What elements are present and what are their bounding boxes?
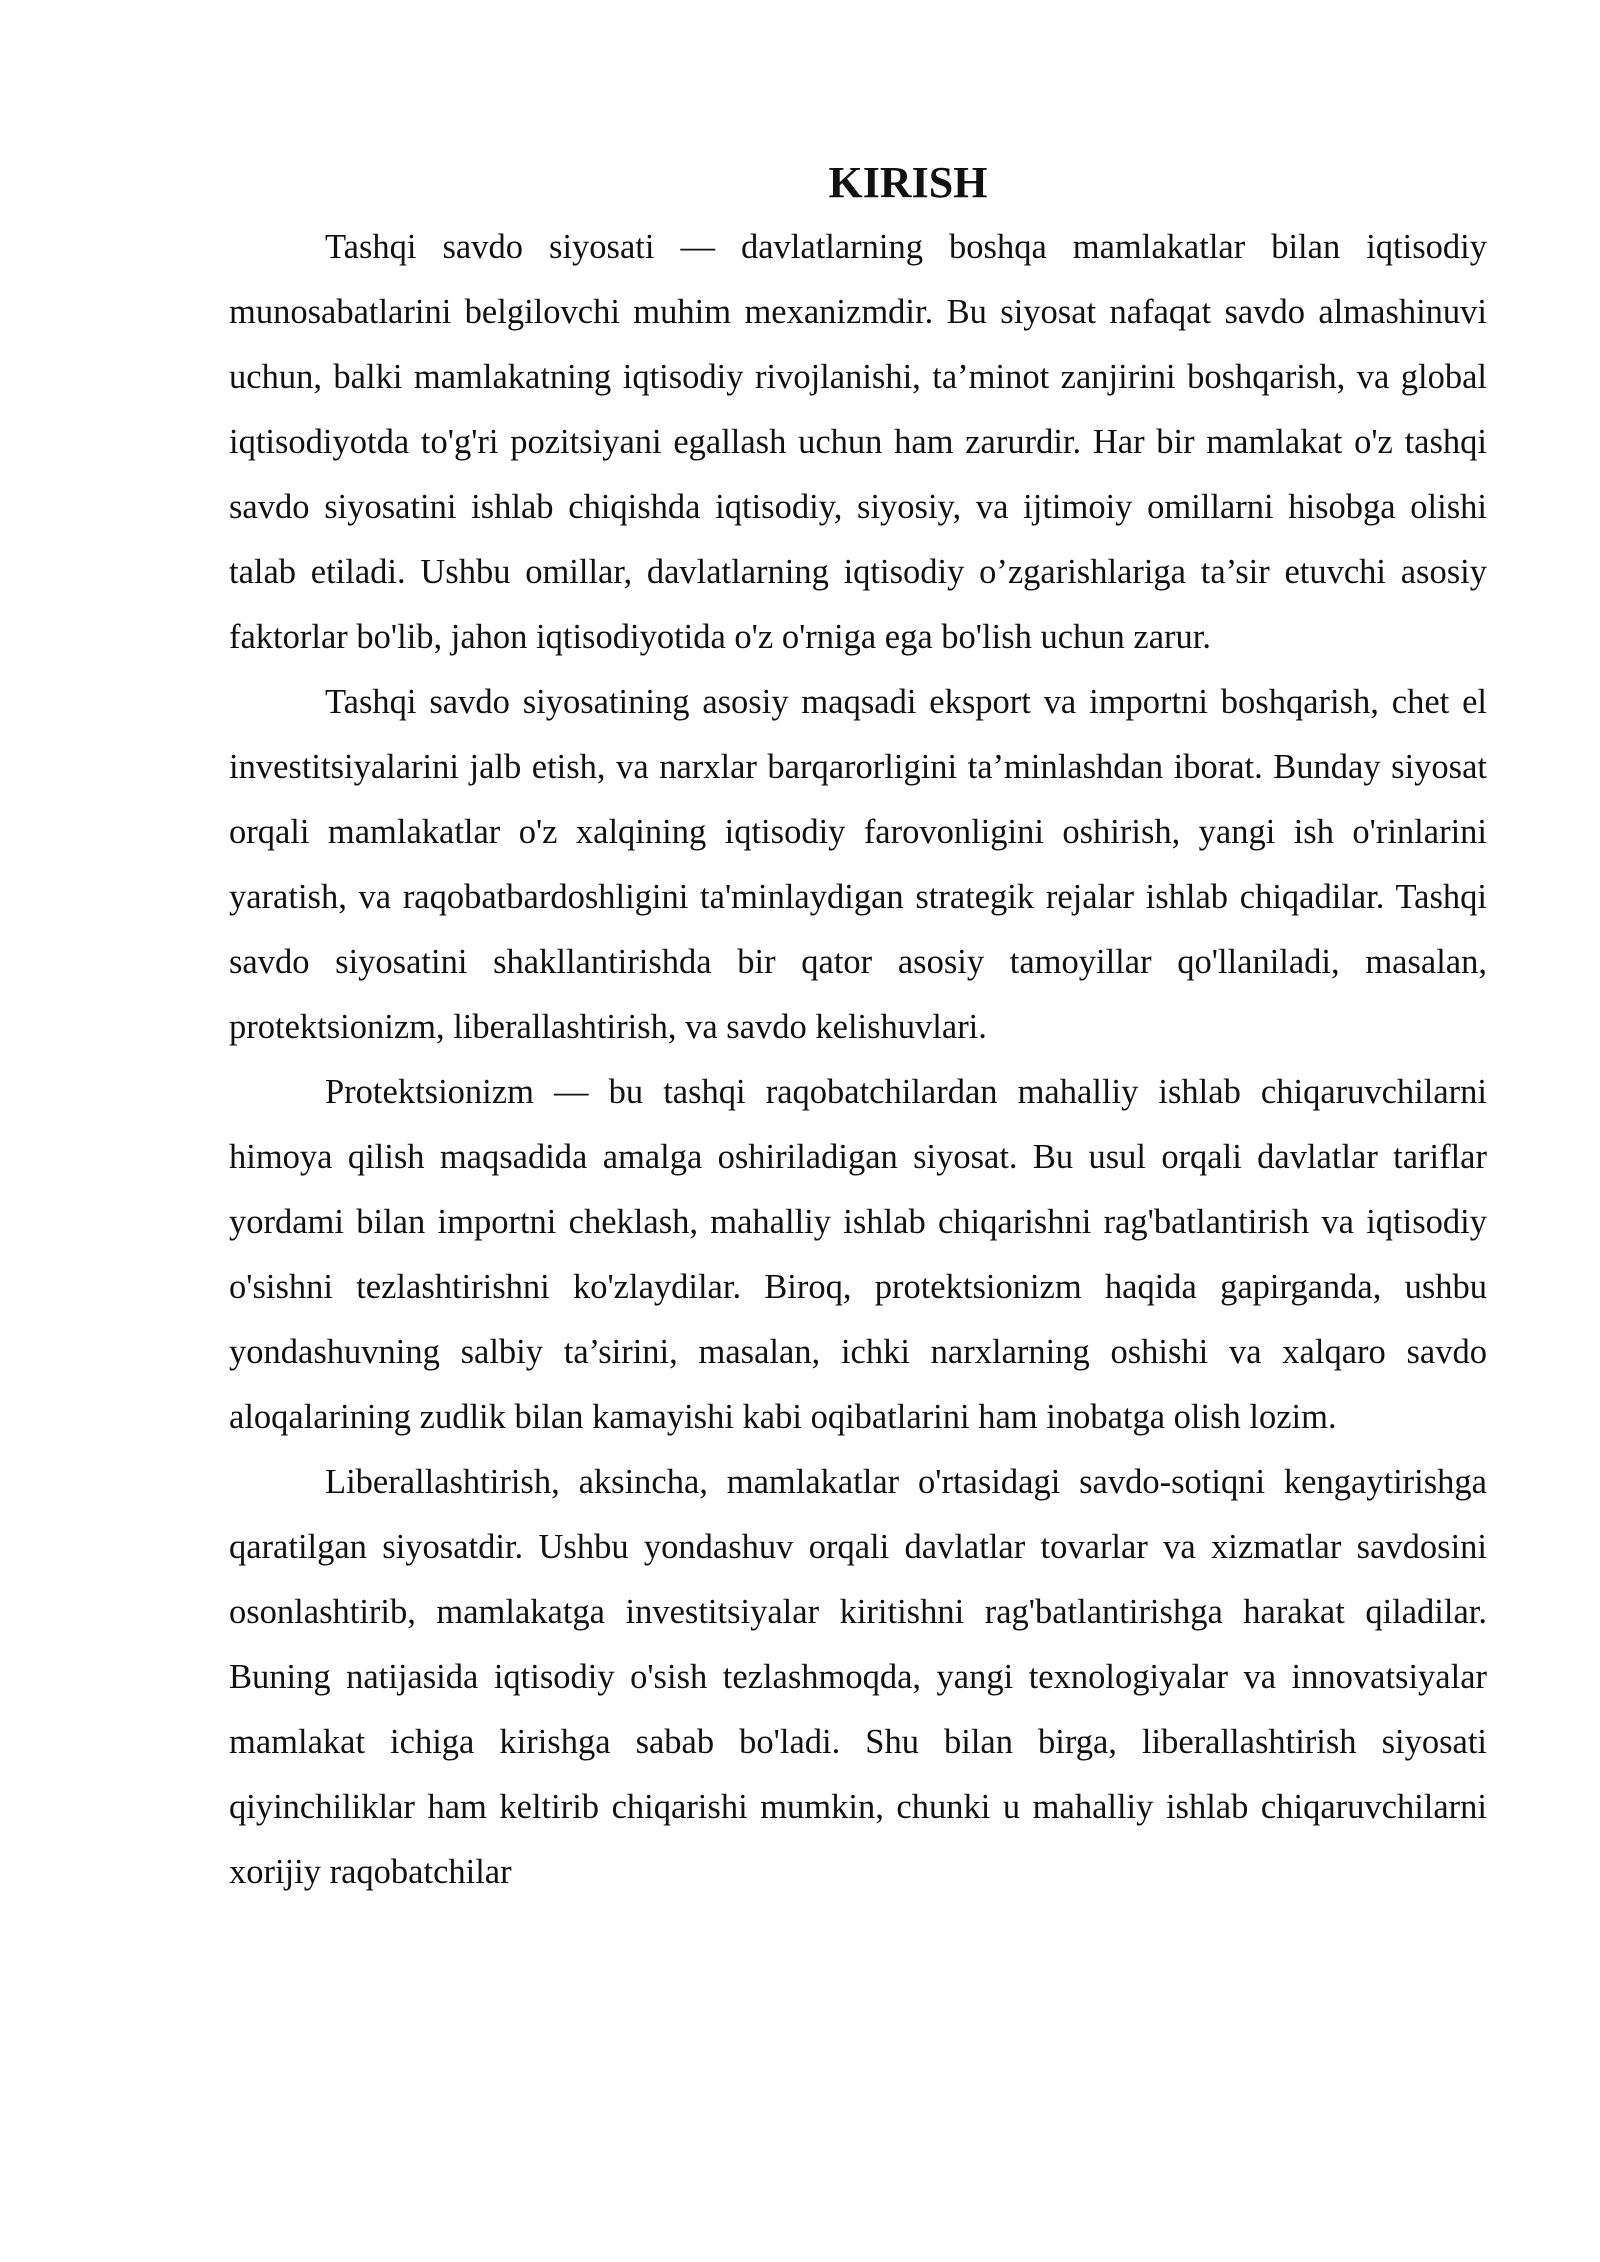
document-body [229, 150, 1487, 1905]
paragraph-1: Tashqi savdo siyosati — davlatlarning boshqa mamlakatlar bilan iqtisodiy munosabatlarini belgilovchi muhim mexanizmdir. Bu siyosat nafaqat savdo almashinuvi uchun, balki mamlakatning iqtisodiy rivojlanishi, ta’minot zanjirini boshqarish, va global iqtisodiyotda to'g'ri pozitsiyani egallash uchun ham zarurdir. Har bir mamlakat o'z tashqi savdo siyosatini ishlab chiqishda iqtisodiy, siyosiy, va ijtimoiy omillarni hisobga olishi talab etiladi. Ushbu omillar, davlatlarning iqtisodiy o’zgarishlariga ta’sir etuvchi asosiy faktorlar bo'lib, jahon iqtisodiyotida o'z o'rniga ega bo'lish uchun zarur. [229, 228, 1487, 656]
paragraph-2: Tashqi savdo siyosatining asosiy maqsadi eksport va importni boshqarish, chet el investitsiyalarini jalb etish, va narxlar barqarorligini ta’minlashdan iborat. Bunday siyosat orqali mamlakatlar o'z xalqining iqtisodiy farovonligini oshirish, yangi ish o'rinlarini yaratish, va raqobatbardoshligini ta'minlaydigan strategik rejalar ishlab chiqadilar. Tashqi savdo siyosatini shakllantirishda bir qator asosiy tamoyillar qo'llaniladi, masalan, protektsionizm, liberallashtirish, va savdo kelishuvlari. [229, 683, 1487, 1046]
paragraph-3: Protektsionizm — bu tashqi raqobatchilardan mahalliy ishlab chiqaruvchilarni himoya qilish maqsadida amalga oshiriladigan siyosat. Bu usul orqali davlatlar tariflar yordami bilan importni cheklash, mahalliy ishlab chiqarishni rag'batlantirish va iqtisodiy o'sishni tezlashtirishni ko'zlaydilar. Biroq, protektsionizm haqida gapirganda, ushbu yondashuvning salbiy ta’sirini, masalan, ichki narxlarning oshishi va xalqaro savdo aloqalarining zudlik bilan kamayishi kabi oqibatlarini ham inobatga olish lozim. [229, 1073, 1487, 1436]
paragraph-4: Liberallashtirish, aksincha, mamlakatlar o'rtasidagi savdo-sotiqni kengaytirishga qaratilgan siyosatdir. Ushbu yondashuv orqali davlatlar tovarlar va xizmatlar savdosini osonlashtirib, mamlakatga investitsiyalar kiritishni rag'batlantirishga harakat qiladilar. Buning natijasida iqtisodiy o'sish tezlashmoqda, yangi texnologiyalar va innovatsiyalar mamlakat ichiga kirishga sabab bo'ladi. Shu bilan birga, liberallashtirish siyosati qiyinchiliklar ham keltirib chiqarishi mumkin, chunki u mahalliy ishlab chiqaruvchilarni xorijiy raqobatchilar [229, 1463, 1487, 1891]
page-title: KIRISH [828, 158, 988, 207]
